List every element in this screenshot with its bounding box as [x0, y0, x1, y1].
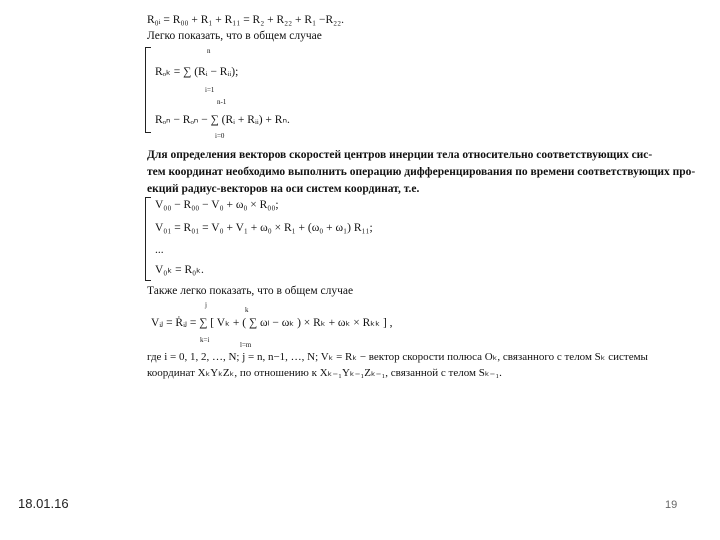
sum-lower-limit-2: i=0: [215, 132, 225, 140]
equation-top: R₀ᵢ = R₀₀ + R₁ + R₁₁ = R₂ + R₂₂ + R₁ −R₂₂.: [147, 14, 345, 26]
system-brace-1: [145, 47, 151, 133]
sum-upper-limit: n: [207, 47, 211, 55]
system2-row4: V₀ₖ = R₀ₖ.: [155, 264, 204, 276]
system2-row1: V₀₀ − R₀₀ − V₀ + ω₀ × R₀₀;: [155, 199, 279, 211]
outer-sum-upper: j: [205, 301, 207, 309]
system2-row3: ...: [155, 244, 164, 256]
paragraph-line-3: екций радиус-векторов на оси систем координат, т.е.: [147, 183, 420, 195]
paragraph-line-1: Для определения векторов скоростей центров инерции тела относительно соответствующих сис-: [147, 149, 653, 161]
closing-line-2: координат XₖYₖZₖ, по отношению к Xₖ₋₁Yₖ₋₁Zₖ₋₁, связанной с телом Sₖ₋₁.: [147, 367, 502, 379]
inner-sum-lower: l=m: [240, 341, 252, 349]
closing-line-1: где i = 0, 1, 2, …, N; j = n, n−1, …, N; Vₖ = Rₖ − вектор скорости полюса Oₖ, связанного с телом Sₖ системы: [147, 351, 648, 363]
intro-text-2: Также легко показать, что в общем случае: [147, 285, 354, 297]
outer-sum-lower: k=i: [200, 336, 210, 344]
slide-document: [145, 14, 696, 379]
sum-upper-limit-2: n-1: [217, 98, 227, 106]
system1-row1: Rₒₖ = ∑ (Rᵢ − Rᵢᵢ);: [155, 66, 239, 78]
system2-row2: V₀₁ = R₀₁ = V₀ + V₁ + ω₀ × R₁ + (ω₀ + ω₁) R₁₁;: [155, 222, 373, 234]
footer-date: 18.01.16: [18, 496, 69, 511]
system-brace-2: [145, 197, 151, 281]
sum-lower-limit: i=1: [205, 86, 215, 94]
page-number: 19: [665, 499, 678, 511]
equation-bottom: Vᵢⱼ = Ṙᵢⱼ = ∑ [ Vₖ + ( ∑ ωₗ − ωₖ ) × Rₖ + ωₖ × Rₖₖ ] ,: [151, 317, 393, 329]
system1-row2: Rₒₙ − Rₒₙ − ∑ (Rᵢ + Rᵢᵢ) + Rₙ.: [155, 114, 290, 126]
paragraph-line-2: тем координат необходимо выполнить операцию дифференцирования по времени соответствующих про-: [147, 166, 696, 178]
inner-sum-upper: k: [245, 306, 249, 314]
intro-text-1: Легко показать, что в общем случае: [147, 30, 322, 42]
